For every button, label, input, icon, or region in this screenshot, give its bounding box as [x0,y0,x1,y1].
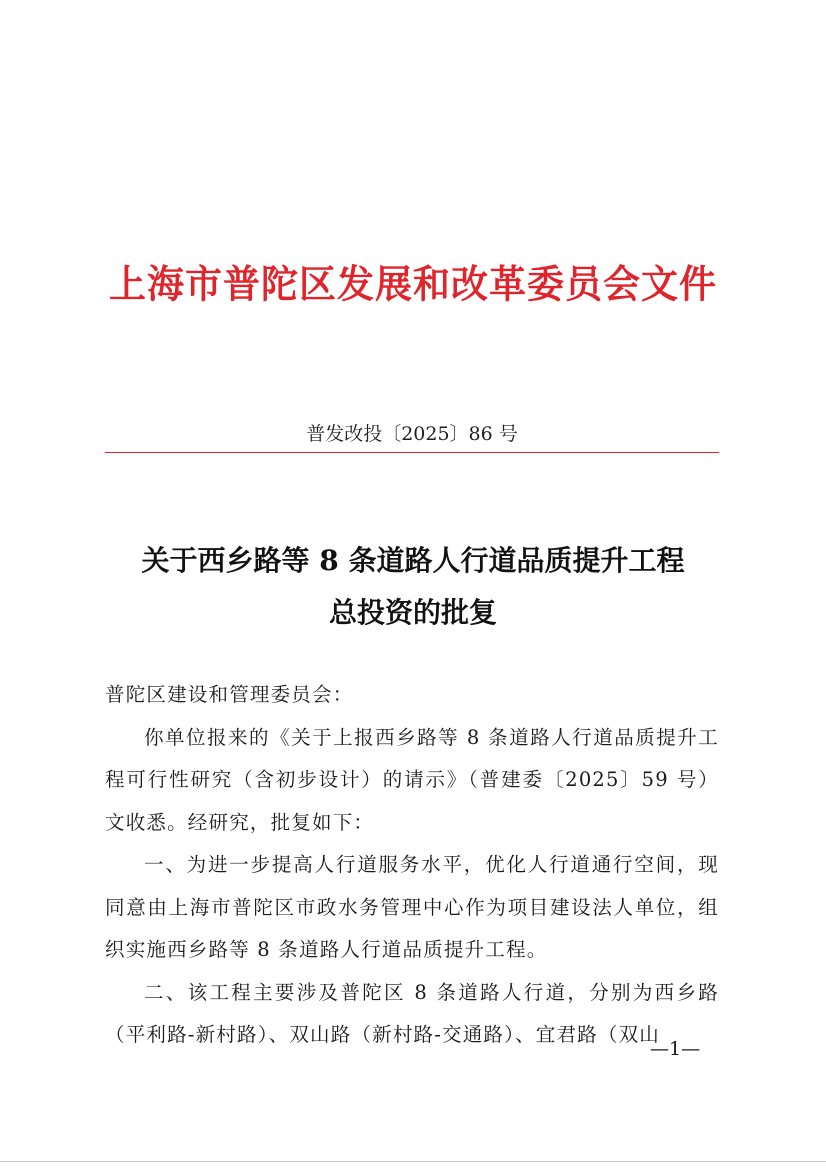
subject-line-2: 总投资的批复 [328,596,497,629]
body-paragraph-3: 二、该工程主要涉及普陀区 8 条道路人行道，分别为西乡路（平利路-新村路）、双山路（新村路-交通路）、宜君路（双山 [105,980,719,1046]
document-subject [60,535,766,639]
body-paragraph-1: 你单位报来的《关于上报西乡路等 8 条道路人行道品质提升工程可行性研究（含初步设计）的请示》（普建委〔2025〕59 号）文收悉。经研究，批复如下： [105,725,719,834]
subject-line-1: 关于西乡路等 8 条道路人行道品质提升工程 [141,544,685,577]
page-number: —1— [650,1038,701,1060]
document-body [105,674,719,1057]
issuer-header-title: 上海市普陀区发展和改革委员会文件 [109,260,717,308]
red-separator-line [105,452,719,453]
addressee: 普陀区建设和管理委员会： [105,683,354,706]
body-paragraph-2: 一、为进一步提高人行道服务水平，优化人行道通行空间，现同意由上海市普陀区市政水务管理中心作为项目建设法人单位，组织实施西乡路等 8 条道路人行道品质提升工程。 [105,853,719,961]
document-number: 普发改投〔2025〕86 号 [306,423,518,445]
page-bottom-edge [0,1161,826,1162]
